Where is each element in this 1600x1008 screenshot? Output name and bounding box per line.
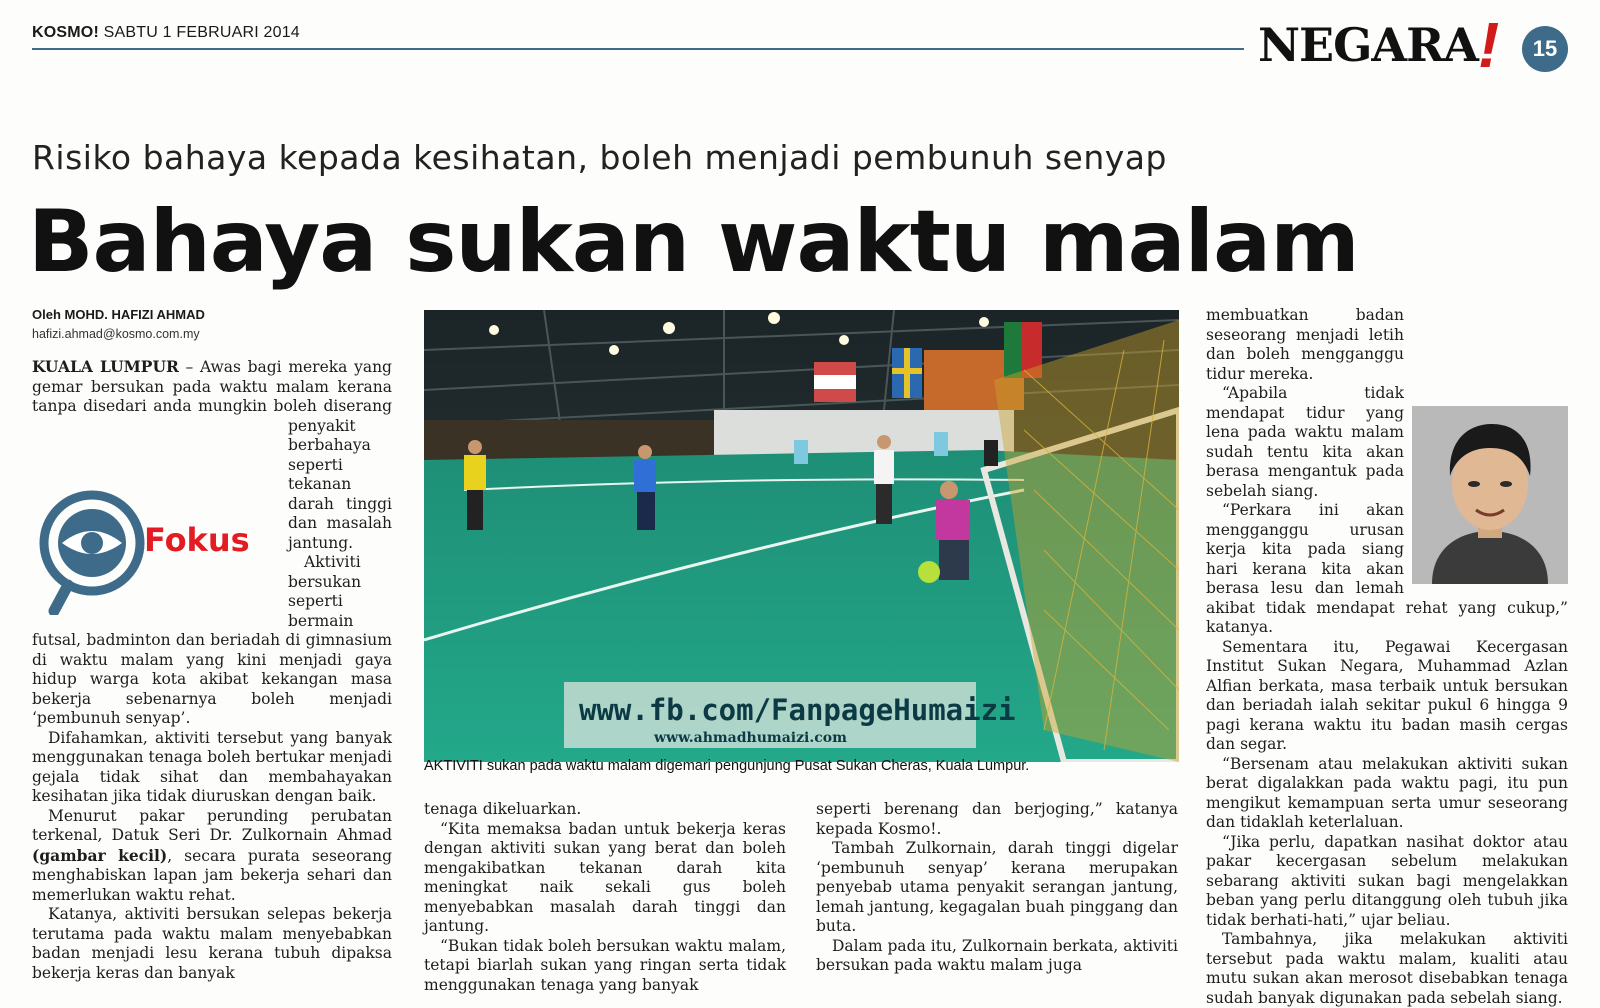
section-title: NEGARA [1258, 18, 1479, 72]
article-paragraph: “Perkara ini akan mengganggu urusan kerja kita pada siang hari kerana kita akan berasa lesu dan lemah akibat tidak mendapat rehat yang cukup,” katanya. [1206, 501, 1568, 636]
author-email: hafizi.ahmad@kosmo.com.my [32, 327, 200, 341]
photo-caption: AKTIVITI sukan pada waktu malam digemari pengunjung Pusat Sukan Cheras, Kuala Lumpur. [424, 758, 1030, 774]
article-headline: Bahaya sukan waktu malam [28, 192, 1359, 292]
section-exclamation: ! [1478, 9, 1500, 81]
article-paragraph: Aktiviti bersukan seperti bermain futsal, badminton dan beriadah di gimnasium di waktu malam yang kini menjadi gaya hidup warga kota akibat kekangan masa bekerja sebenarnya boleh menjadi ‘pembunuh senyap’. [32, 553, 392, 727]
masthead-paper-name: KOSMO! [32, 24, 99, 41]
watermark-sub: www.ahmadhumaizi.com [654, 730, 847, 746]
portrait-photo [1412, 406, 1568, 584]
futsal-court-image [424, 310, 1179, 762]
article-column-4 [1206, 306, 1568, 1008]
article-paragraph: “Bersenam atau melakukan aktiviti sukan berat digalakkan pada waktu pagi, itu pun mengikut kemampuan serta umur seseorang dan tidaklah keterlaluan. [1206, 754, 1568, 831]
watermark-main: www.fb.com/FanpageHumaizi [579, 693, 1016, 727]
fokus-logo [32, 419, 282, 629]
masthead [32, 24, 300, 42]
article-paragraph: Katanya, aktiviti bersukan selepas bekerja terutama pada waktu malam menyebabkan badan menjadi lesu kerana tubuh dipaksa bekerja keras dan banyak [32, 905, 392, 982]
portrait-image [1412, 406, 1568, 584]
article-column-2 [424, 800, 786, 995]
dateline: KUALA LUMPUR [32, 357, 179, 376]
article-paragraph: Tambah Zulkornain, darah tinggi digelar ‘pembunuh senyap’ kerana merupakan penyebab utama penyakit serangan jantung, lemah jantung, kegagalan buah pinggang dan buta. [816, 839, 1178, 935]
magnifier-eye-icon [32, 485, 152, 615]
page-number-badge: 15 [1522, 26, 1568, 72]
article-paragraph: “Jika perlu, dapatkan nasihat doktor atau pakar kecergasan sebelum melakukan sebarang aktiviti sukan bagi mengelakkan beban yang perlu ditanggung oleh tubuh jika tidak berhati-hati,” ujar beliau. [1206, 832, 1568, 929]
fokus-label: Fokus [144, 520, 250, 559]
masthead-rule [32, 48, 1244, 50]
article-paragraph: KUALA LUMPUR – Awas bagi mereka yang gemar bersukan pada waktu malam kerana tanpa disedari anda mungkin boleh Fokus diserang penyakit berbahaya seperti tekanan darah tinggi dan masalah jantung. [32, 357, 392, 553]
article-paragraph: “Kita memaksa badan untuk bekerja keras dengan aktiviti sukan yang berat dan boleh mengakibatkan tekanan darah kita meningkat naik sekali gus boleh menyebabkan masalah darah tinggi dan jantung. [424, 819, 786, 935]
article-paragraph: membuatkan badan seseorang menjadi letih dan boleh mengganggu tidur mereka. [1206, 306, 1404, 383]
article-byline: Oleh MOHD. HAFIZI AHMAD [32, 307, 205, 322]
article-paragraph: Sementara itu, Pegawai Kecergasan Institut Sukan Negara, Muhammad Azlan Alfian berkata, masa terbaik untuk bersukan dan beriadah ialah sekitar pukul 6 hingga 9 pagi kerana waktu itu badan masih cergas dan segar. [1206, 637, 1568, 753]
article-paragraph: “Apabila tidak mendapat tidur yang lena pada waktu malam sudah tentu kita akan berasa mengantuk pada sebelah siang. [1206, 384, 1404, 500]
article-paragraph: seperti berenang dan berjoging,” katanya kepada Kosmo!. [816, 800, 1178, 838]
article-paragraph: Dalam pada itu, Zulkornain berkata, aktiviti bersukan pada waktu malam juga [816, 936, 1178, 974]
article-paragraph: “Bukan tidak boleh bersukan waktu malam, tetapi biarlah sukan yang ringan serta tidak menggunakan tenaga yang banyak [424, 936, 786, 994]
masthead-date: SABTU 1 FEBRUARI 2014 [103, 24, 300, 41]
article-column-1 [32, 357, 392, 983]
futsal-photo [424, 310, 1179, 762]
article-paragraph: Tambahnya, jika melakukan aktiviti tersebut pada waktu malam, kualiti atau mutu sukan akan merosot disebabkan tenaga sudah banyak digunakan pada sebelah siang. [1206, 930, 1568, 1007]
article-paragraph: tenaga dikeluarkan. [424, 800, 582, 818]
article-column-3 [816, 800, 1178, 976]
article-kicker: Risiko bahaya kepada kesihatan, boleh menjadi pembunuh senyap [32, 138, 1167, 177]
article-paragraph: Menurut pakar perunding perubatan terkenal, Datuk Seri Dr. Zulkornain Ahmad (gambar kecil), secara purata seseorang menghabiskan lapan jam bekerja sehari dan memerlukan waktu rehat. [32, 806, 392, 904]
article-paragraph: Difahamkan, aktiviti tersebut yang banyak menggunakan tenaga boleh bertukar menjadi gejala tidak sihat dan membahayakan kesihatan jika tidak diuruskan dengan baik. [32, 728, 392, 805]
